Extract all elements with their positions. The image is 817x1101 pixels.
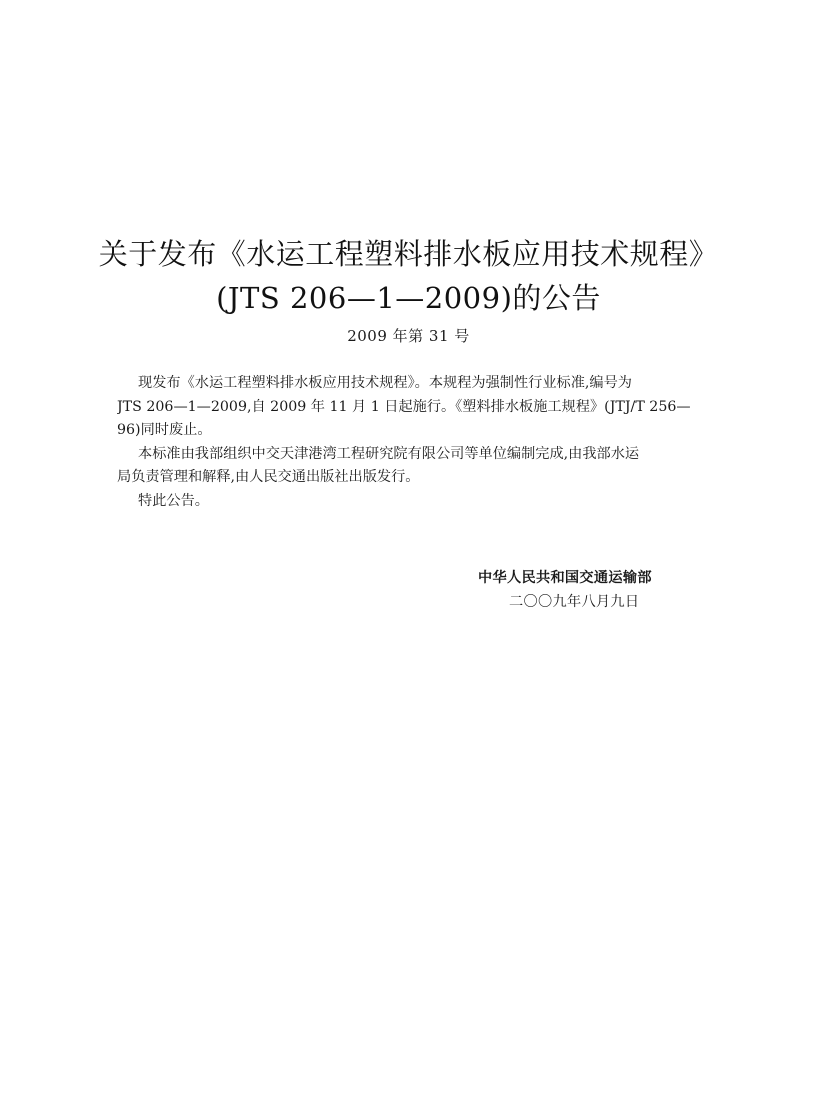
body-paragraph-3 — [117, 490, 717, 514]
paragraph-2-line-2: 局负责管理和解释,由人民交通出版社出版发行。 — [117, 469, 420, 485]
announcement-body — [117, 372, 717, 513]
paragraph-1-line-1: 现发布《水运工程塑料排水板应用技术规程》。本规程为强制性行业标准,编号为 — [138, 375, 632, 391]
announcement-title — [0, 232, 817, 320]
title-line-1: 关于发布《水运工程塑料排水板应用技术规程》 — [98, 237, 719, 271]
body-paragraph-2 — [117, 443, 717, 490]
signature-block — [478, 566, 708, 614]
paragraph-3-line-1: 特此公告。 — [138, 492, 209, 509]
title-line-2: (JTS 206—1—2009)的公告 — [216, 281, 601, 315]
paragraph-1-line-3: 96)同时废止。 — [117, 422, 212, 438]
paragraph-2-line-1: 本标准由我部组织中交天津港湾工程研究院有限公司等单位编制完成,由我部水运 — [138, 445, 640, 462]
paragraph-1-line-2: JTS 206—1—2009,自 2009 年 11 月 1 日起施行。《塑料排水板施工规程》(JTJ/T 256— — [117, 398, 691, 415]
body-paragraph-1 — [117, 372, 717, 443]
issue-date: 二〇〇九年八月九日 — [509, 594, 640, 610]
issue-number: 2009 年第 31 号 — [347, 327, 470, 345]
issuing-organization: 中华人民共和国交通运输部 — [478, 570, 652, 586]
